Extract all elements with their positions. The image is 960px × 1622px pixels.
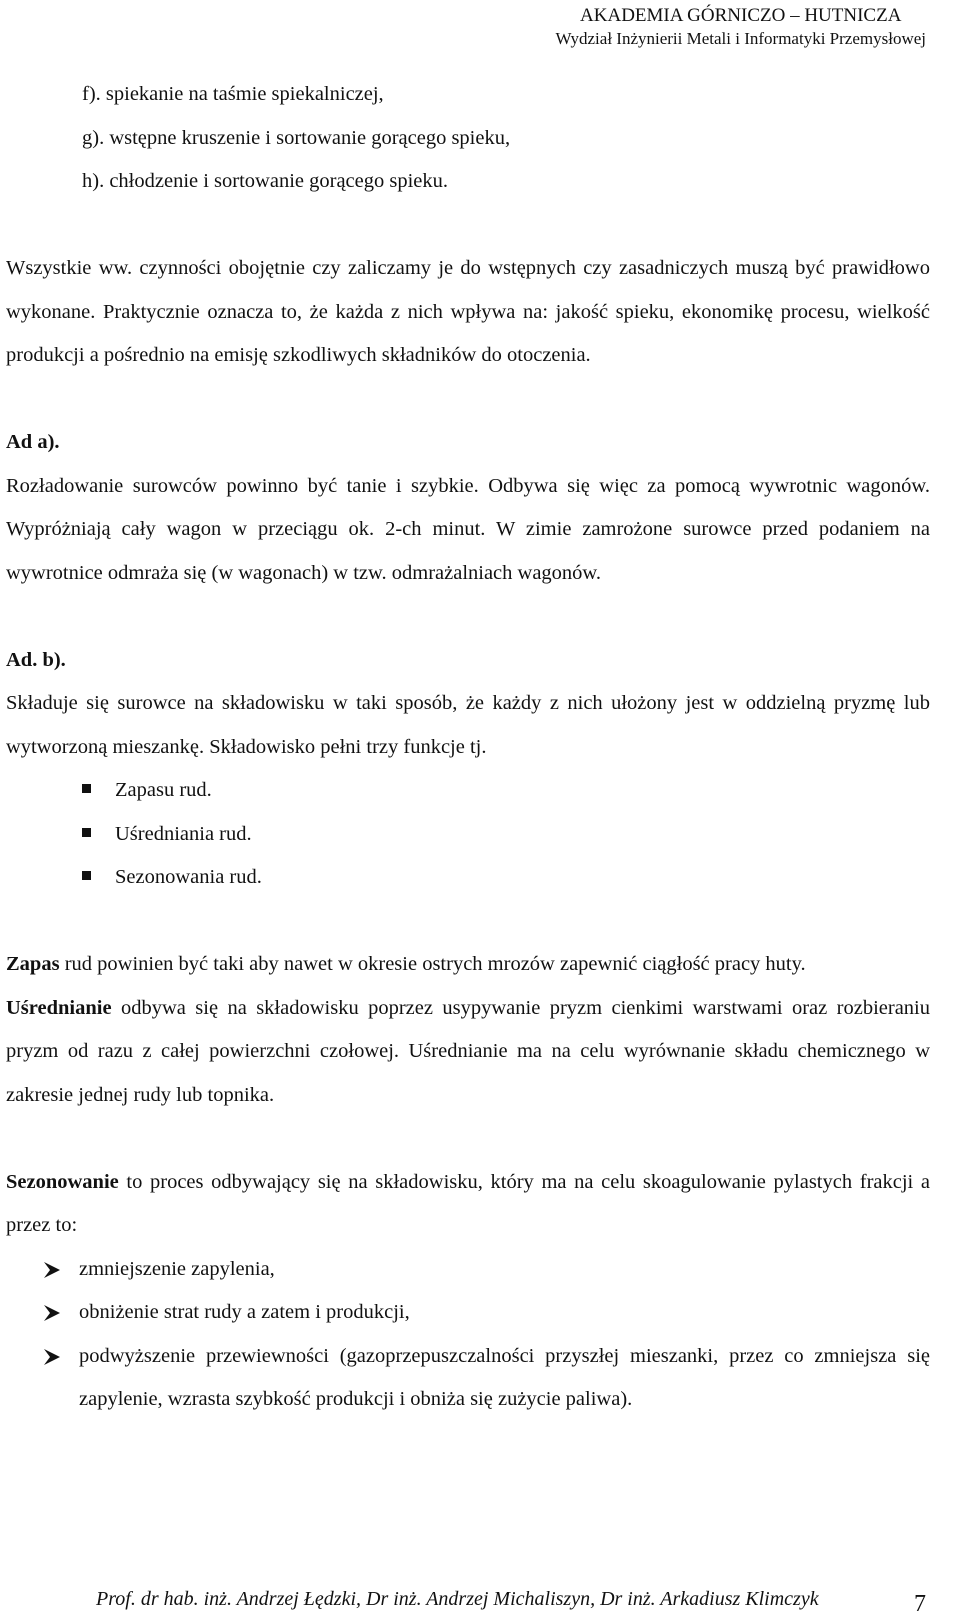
spacer — [6, 900, 930, 944]
zapas-term: Zapas — [6, 953, 60, 975]
list-item — [6, 856, 930, 900]
list-item-text: obniżenie strat rudy a zatem i produkcji, — [79, 1301, 410, 1323]
list-item-text: Uśredniania rud. — [115, 822, 252, 845]
header-faculty: Wydział Inżynierii Metali i Informatyki Przemysłowej — [555, 29, 926, 48]
list-item-text: podwyższenie przewiewności (gazoprzepuszczalności przyszłej mieszanki, przez co zmniejsza się zapylenie, wzrasta szybkość produkcji i obniża się zużycie paliwa). — [79, 1344, 930, 1410]
square-bullet-icon — [82, 828, 91, 837]
list-item — [6, 1248, 930, 1292]
list-item — [6, 1335, 930, 1422]
list-item-text: Sezonowania rud. — [115, 866, 262, 888]
seasoning-effects-list — [6, 1248, 930, 1422]
intro-paragraph: Wszystkie ww. czynności obojętnie czy zaliczamy je do wstępnych czy zasadniczych muszą być prawidłowo wykonane. Praktycznie oznacza to, że każda z nich wpływa na: jakość spieku, ekonomikę procesu, wielkość produkcji a pośrednio na emisję szkodliwych składników do otoczenia. — [6, 257, 930, 366]
section-b-heading — [6, 639, 930, 683]
list-item — [6, 813, 930, 857]
storage-functions-list — [6, 769, 930, 900]
square-bullet-icon — [82, 871, 91, 880]
spacer — [6, 378, 930, 422]
section-b-heading-text: Ad. b). — [6, 648, 66, 671]
list-item — [6, 1291, 930, 1335]
document-body — [6, 73, 930, 1422]
list-item — [6, 769, 930, 813]
square-bullet-icon — [82, 784, 91, 793]
step-item: f). spiekanie na taśmie spiekalniczej, — [82, 83, 384, 105]
page-number: 7 — [914, 1591, 926, 1617]
arrow-bullet-icon — [42, 1260, 62, 1280]
footer-authors: Prof. dr hab. inż. Andrzej Łędzki, Dr inż. Andrzej Michaliszyn, Dr inż. Arkadiusz Klimczyk — [96, 1588, 819, 1610]
sezonowanie-paragraph — [6, 1161, 930, 1248]
sezonowanie-text: to proces odbywający się na składowisku, który ma na celu skoagulowanie pylastych frakcji a przez to: — [6, 1170, 930, 1236]
sezonowanie-term: Sezonowanie — [6, 1170, 119, 1193]
usrednianie-term: Uśrednianie — [6, 996, 112, 1019]
step-item: g). wstępne kruszenie i sortowanie gorącego spieku, — [82, 126, 511, 149]
spacer — [6, 204, 930, 248]
arrow-bullet-icon — [42, 1303, 62, 1323]
document-header — [555, 4, 926, 50]
zapas-text: rud powinien być taki aby nawet w okresie ostrych mrozów zapewnić ciągłość pracy huty. — [59, 953, 806, 975]
spacer — [6, 1117, 930, 1161]
section-a-heading — [6, 421, 930, 465]
header-university: AKADEMIA GÓRNICZO – HUTNICZA — [580, 5, 902, 26]
arrow-bullet-icon — [42, 1347, 62, 1367]
usrednianie-text: odbywa się na składowisku poprzez usypywanie pryzm cienkimi warstwami oraz rozbieraniu pryzm od razu z całej powierzchni czołowej. Uśrednianie ma na celu wyrównanie składu chemicznego w zakresie jednej rudy lub topnika. — [6, 996, 930, 1106]
list-item-text: Zapasu rud. — [115, 779, 212, 801]
spacer — [6, 595, 930, 639]
section-a-heading-text: Ad a). — [6, 431, 60, 453]
section-a-paragraph: Rozładowanie surowców powinno być tanie i szybkie. Odbywa się więc za pomocą wywrotnic wagonów. Wypróżniają cały wagon w przeciągu ok. 2-ch minut. W zimie zamrożone surowce przed podaniem na wywrotnice odmraża się (w wagonach) w tzw. odmrażalniach wagonów. — [6, 474, 930, 584]
usrednianie-paragraph — [6, 987, 930, 1118]
step-item: h). chłodzenie i sortowanie gorącego spieku. — [82, 170, 449, 192]
list-item-text: zmniejszenie zapylenia, — [79, 1257, 275, 1280]
zapas-paragraph — [6, 943, 930, 987]
section-b-paragraph: Składuje się surowce na składowisku w taki sposób, że każdy z nich ułożony jest w oddzielną pryzmę lub wytworzoną mieszankę. Składowisko pełni trzy funkcje tj. — [6, 692, 930, 758]
